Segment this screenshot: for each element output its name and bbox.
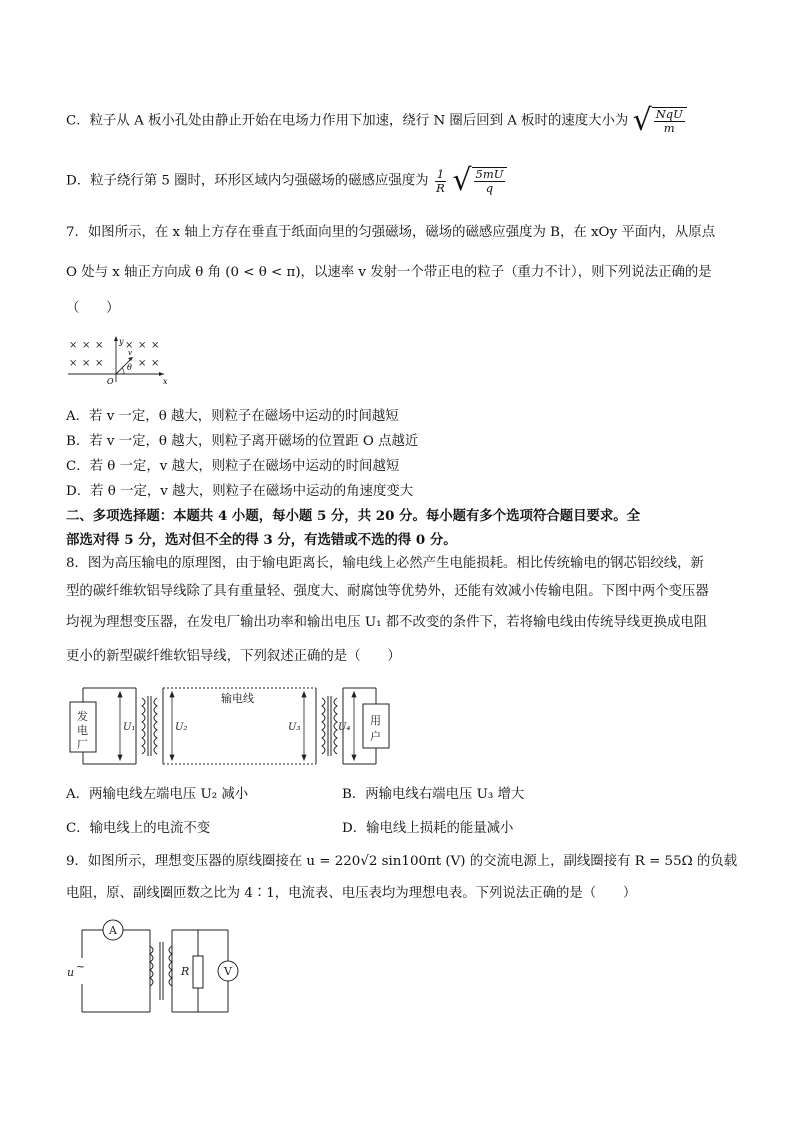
q6-option-d-text: D．粒子绕行第 5 圈时，环形区域内匀强磁场的磁感应强度为 [66,173,429,189]
q6-c-numerator: NqU [655,107,683,121]
q9-stem-line-2: 电阻，原、副线圈匝数之比为 4∶1，电流表、电压表均为理想电表。下列说法正确的是（ ） [66,886,637,901]
coil-4-icon [334,698,337,754]
field-cross: × [125,340,134,351]
plant-label-3: 厂 [77,738,88,751]
coil-3-icon [322,698,325,754]
u4-label: U₄ [338,722,351,733]
field-cross: × [69,340,78,351]
resistor-label: R [181,965,190,978]
velocity-label: v [128,349,132,357]
angle-arc [122,368,124,374]
y-axis-arrow-icon [114,336,118,341]
plant-label-1: 发 [77,710,88,723]
q6-option-c-text: C．粒子从 A 板小孔处由静止开始在电场力作用下加速，绕行 N 圈后回到 A 板时的速度大小为 [66,113,629,129]
transmission-line-label: 输电线 [221,692,254,705]
q9-stem-line-1: 9．如图所示，理想变压器的原线圈接在 u = 220√2 sin100πt (V) 的交流电源上，副线圈接有 R = 55Ω 的负载 [66,854,738,869]
q6-d-numerator: 5mU [475,167,504,181]
u3-label: U₃ [288,722,301,733]
q8-option-d: D．输电线上损耗的能量减小 [342,821,514,836]
field-cross: × [69,358,78,369]
q8-stem-line-3: 均视为理想变压器，在发电厂输出功率和输出电压 U₁ 都不改变的条件下，若将输电线由传统导线更换成电阻 [66,615,708,630]
u2-label: U₂ [175,722,188,733]
q9-transformer-circuit [62,916,252,1022]
q8-stem-line-1: 8．图为高压输电的原理图，由于输电距离长，输电线上必然产生电能损耗。相比传统输电的钢芯铝绞线，新 [66,556,704,571]
x-axis-label: x [163,377,168,386]
voltmeter-label: V [224,965,232,978]
q6-option-c-formula [632,103,687,138]
ac-source-icon: ~ [76,960,86,973]
q8-option-b: B．两输电线右端电压 U₃ 增大 [342,787,525,802]
x-axis-arrow-icon [159,372,164,376]
q7-option-a: A．若 v 一定，θ 越大，则粒子在磁场中运动的时间越短 [66,409,399,424]
sqrt-sign-icon: √ [452,163,472,198]
velocity-arrow-icon [128,357,133,361]
coil-1-icon [142,698,145,754]
resistor [193,956,203,988]
field-cross: × [95,340,104,351]
q7-option-d: D．若 θ 一定，v 越大，则粒子在磁场中运动的角速度变大 [66,484,414,499]
user-label-2: 户 [370,730,381,743]
q7-magnetic-field-figure [66,334,172,388]
q7-stem-line-1: 7．如图所示，在 x 轴上方存在垂直于纸面向里的匀强磁场，磁场的磁感应强度为 B，在 xOy 平面内，从原点 [66,225,716,240]
q7-option-b: B．若 v 一定，θ 越大，则粒子离开磁场的位置距 O 点越近 [66,434,419,449]
q6-option-d [66,163,507,198]
field-cross: × [151,358,160,369]
field-cross: × [95,358,104,369]
field-cross: × [151,340,160,351]
q7-stem-line-3: （ ） [66,301,120,316]
ammeter-label: A [109,924,117,937]
q8-stem-line-2: 型的碳纤维软铝导线除了具有重量轻、强度大、耐腐蚀等优势外，还能有效减小传输电阻。下图中两个变压器 [66,584,709,599]
q8-transmission-diagram [66,680,396,770]
q6-option-d-formula [452,163,507,198]
plant-label-2: 电 [77,724,88,737]
section2-header-line-1: 二、多项选择题：本题共 4 小题，每小题 5 分，共 20 分。每小题有多个选项符合题目要求。全 [66,508,641,524]
q7-stem-line-2: O 处与 x 轴正方向成 θ 角 (0 < θ < π)，以速率 v 发射一个带正电的粒子（重力不计），则下列说法正确的是 [66,265,712,280]
field-cross: × [138,340,147,351]
y-axis-label: y [119,337,124,346]
origin-label: O [107,377,114,386]
angle-label: θ [127,363,132,372]
q8-stem-line-4: 更小的新型碳纤维软铝导线，下列叙述正确的是（ ） [66,649,401,664]
q6-d-coefficient: $\frac{1}{R}$ [436,166,445,195]
q7-option-c: C．若 θ 一定，v 越大，则粒子在磁场中运动的时间越短 [66,459,400,474]
q8-option-a: A．两输电线左端电压 U₂ 减小 [66,787,249,802]
q6-c-denominator: m [663,121,675,135]
coil-2-icon [154,698,157,754]
field-cross: × [138,358,147,369]
user-label-1: 用 [370,714,381,727]
q8-option-c: C．输电线上的电流不变 [66,821,211,836]
q6-d-denominator: q [485,181,494,195]
u1-label: U₁ [123,722,136,733]
field-cross: × [82,358,91,369]
field-cross: × [82,340,91,351]
q6-option-c [66,103,687,138]
sqrt-sign-icon: √ [632,103,652,138]
source-label: u [67,966,75,979]
section2-header-line-2: 部选对得 5 分，选对但不全的得 3 分，有选错或不选的得 0 分。 [66,532,457,548]
